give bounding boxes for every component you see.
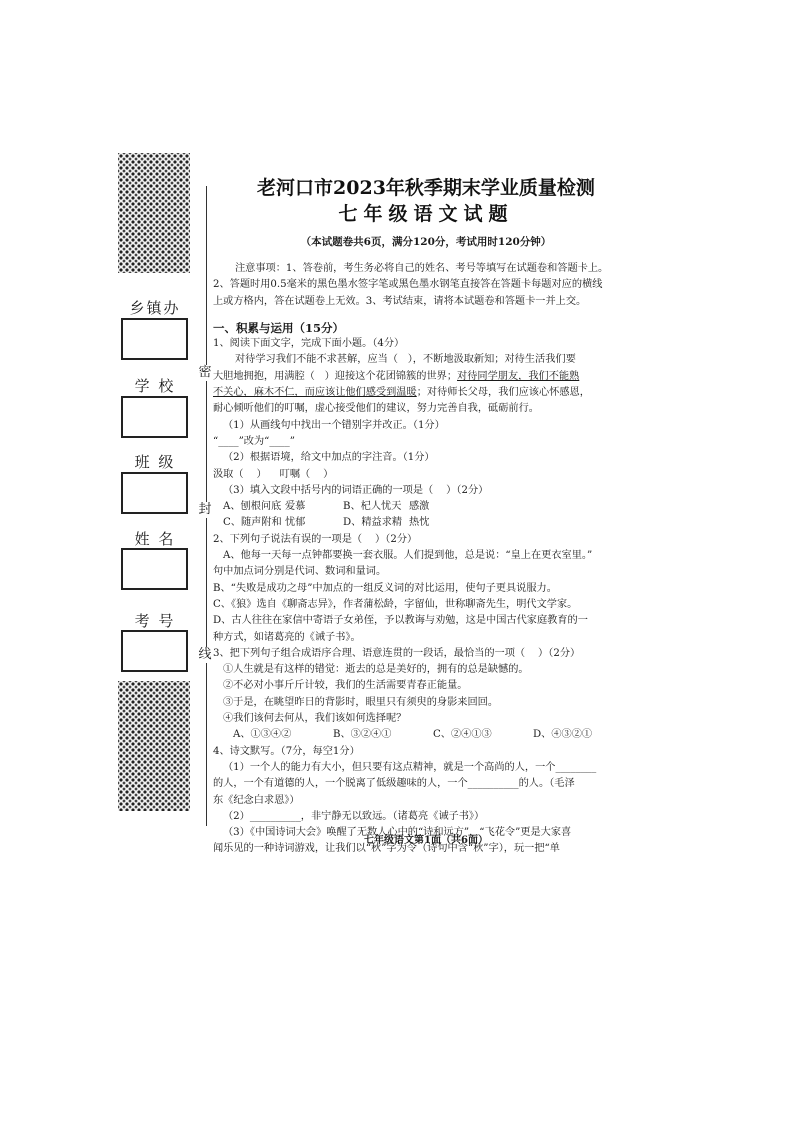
q1-text-2a: 大胆地拥抱，用满腔（ ）迎接这个花团锦簇的世界； [213,370,458,382]
q3-sentence-1: ①人生就是有这样的错觉：逝去的总是美好的，拥有的总是缺憾的。 [223,664,529,676]
q1-sub2: （2）根据语境，给文中加点的字注音。（1分） [223,452,435,464]
field-box-town[interactable] [121,318,188,360]
q1-sub2-word-1: 汲取（ ） [213,468,267,480]
q1-underlined-2b: 对待同学朋友，我们不能熟 [457,370,580,382]
option-text: C、②④①③ [433,729,492,741]
q2-option-c: C、《狼》选自《聊斋志异》，作者蒲松龄，字留仙，世称聊斋先生，明代文学家。 [213,598,578,610]
q1-sub1-blank: “____”改为“____” [213,435,295,447]
q4-p1-line-2: 的人，一个有道德的人，一个脱离了低级趣味的人，一个__________的人。（毛泽 [213,778,575,790]
seal-char-feng: 封 [196,502,214,518]
q2-option-d-2: 种方式，如诸葛亮的《诫子书》。 [213,631,361,643]
exam-info: （本试题卷共6页，满分120分，考试用时120分钟） [300,236,552,248]
q1-underlined-3a: 不关心，麻木不仁，而应该让他们感受到温暖 [213,387,417,399]
q3-title: 3、把下列句子组合成语序合理、语意连贯的一段话，最恰当的一项（ ）（2分） [213,647,581,659]
q1-sub3-options-row-2 [213,515,633,531]
option-text: 忧郁 [285,517,306,529]
q2-title: 2、下列句子说法有误的一项是（ ）（2分） [213,533,418,545]
field-label-school: 学 校 [134,377,176,395]
q4-p2: （2）__________，非宁静无以致远。（诸葛亮《诫子书》） [223,810,485,822]
q4-p1-line-3: 东《纪念白求恩》） [213,794,300,806]
option-text: D、精益求精 [343,517,403,529]
exam-body [213,261,633,858]
option-text: D、④③②① [533,729,593,741]
q4-p1-line-1: （1）一个人的能力有大小，但只要有这点精神，就是一个高尚的人，一个________ [223,761,597,773]
field-box-class[interactable] [121,472,188,514]
option-text: C、随声附和 [223,517,282,529]
option-text: A、刨根问底 [223,501,282,513]
q1-text-line-3 [213,385,633,401]
q4-p3-line-2: 闻乐见的一种诗词游戏，让我们以“秋”字为令（诗句中含“秋”字），玩一把“单 [213,843,560,855]
field-box-school[interactable] [121,396,188,438]
q1-sub1: （1）从画线句中找出一个错别字并改正。（1分） [223,419,445,431]
page-footer: 七年级语文第1面（共6面） [364,835,488,846]
q1-title: 1、阅读下面文字，完成下面小题。（4分） [213,338,405,350]
seal-char-xian: 线 [196,647,214,663]
q3-sentence-2: ②不必对小事斤斤计较，我们的生活需要青春正能量。 [223,680,468,692]
q3-sentence-4: ④我们该何去何从，我们该如何选择呢？ [223,713,407,725]
q2-option-a-1: A、他每一天每一点钟都要换一套衣服。人们提到他，总是说：“皇上在更衣室里。” [223,550,593,562]
q2-option-d-1: D、古人往往在家信中寄语子女弟侄，予以教诲与劝勉，这是中国古代家庭教育的一 [213,615,588,627]
q4-title: 4、诗文默写。（7分，每空1分） [213,745,360,757]
notes-line-1: 注意事项：1、答卷前，考生务必将自己的姓名、考号等填写在试题卷和答题卡上。 [235,263,609,274]
option-text: B、杞人忧天 [343,501,402,513]
field-label-exam-no: 考 号 [134,612,176,630]
q1-sub3: （3）填入文段中括号内的词语正确的一项是（ ）（2分） [223,484,489,496]
q3-sentence-3: ③于是，在眺望昨日的背影时，眼里只有须臾的身影来回回。 [223,696,499,708]
q1-text-line-2 [213,369,633,385]
option-text: B、③②④① [333,729,392,741]
option-text: 爱慕 [285,501,306,513]
notes-line-2: 2、答题时用0.5毫米的黑色墨水签字笔或黑色墨水钢笔直接答在答题卡每题对应的横线 [213,279,603,291]
exam-title: 老河口市2023年秋季期末学业质量检测 [257,177,595,199]
q1-sub3-options-row-1 [213,499,633,515]
q3-options [213,727,633,743]
binding-pattern-bottom [118,681,190,811]
binding-pattern-top [118,153,190,273]
field-box-exam-no[interactable] [121,630,188,672]
field-label-name: 姓 名 [134,530,176,548]
q1-text-line-1: 对待学习我们不能不求甚解，应当（ ），不断地汲取新知；对待生活我们要 [235,354,576,366]
option-text: A、①③④② [233,729,292,741]
q4-p3-line-1: （3）《中国诗词大会》唤醒了无数人心中的“诗和远方”，“飞花令”更是大家喜 [223,827,572,839]
option-text: 热忱 [409,517,430,529]
q1-sub2-word-2: 叮嘱（ ） [279,468,334,480]
q1-sub2-words [213,467,633,483]
q1-text-3b: ；对待师长父母，我们应该心怀感恩， [416,387,590,399]
field-label-class: 班 级 [134,453,176,471]
exam-subtitle: 七年级语文试题 [338,203,514,225]
field-label-town: 乡镇办 [129,299,181,317]
field-box-name[interactable] [121,548,188,590]
seal-char-mi: 密 [196,365,214,381]
notes-line-3: 上或方格内，答在试题卷上无效。3、考试结束，请将本试题卷和答题卡一并上交。 [213,295,587,307]
section-heading: 一、积累与运用（15分） [213,320,345,335]
option-text: 感激 [409,501,430,513]
q1-text-line-4: 耐心倾听他们的叮嘱，虚心接受他们的建议，努力完善自我，砥砺前行。 [213,403,539,415]
q2-option-a-2: 句中加点词分别是代词、数词和量词。 [213,566,387,578]
q2-option-b: B、“失败是成功之母”中加点的一组反义词的对比运用，使句子更具说服力。 [213,582,557,594]
